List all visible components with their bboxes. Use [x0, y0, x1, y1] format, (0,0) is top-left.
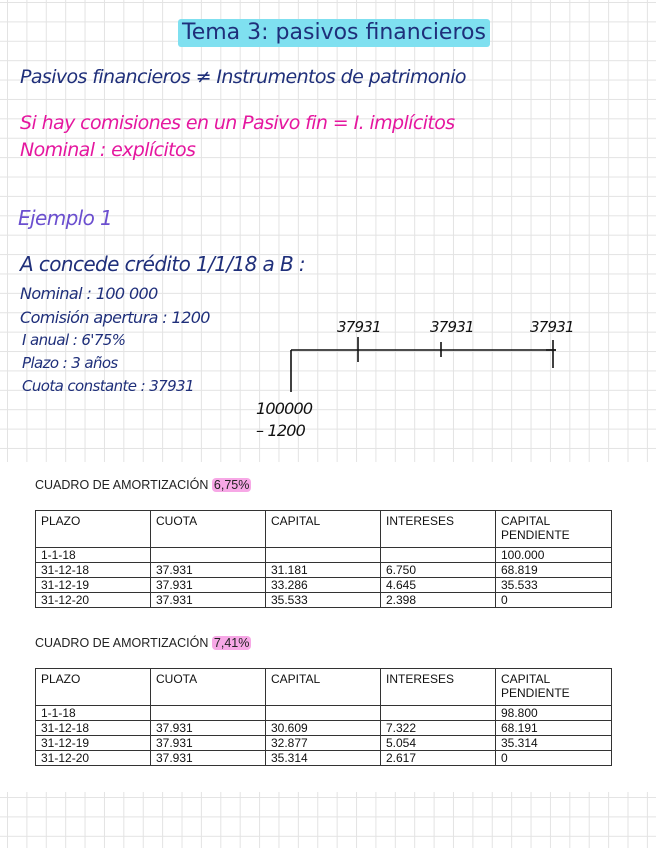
- cell-capital: [266, 706, 381, 721]
- col-header-intereses: INTERESES: [381, 511, 496, 548]
- example-statement: A concede crédito 1/1/18 a B :: [20, 252, 305, 276]
- cell-plazo: 31-12-20: [36, 593, 151, 608]
- cell-cuota: 37.931: [151, 721, 266, 736]
- cell-capital: 32.877: [266, 736, 381, 751]
- timeline-start-amount: 100000: [256, 399, 313, 418]
- timeline-start-commission: – 1200: [256, 421, 306, 440]
- cell-plazo: 31-12-19: [36, 736, 151, 751]
- cell-plazo: 1-1-18: [36, 548, 151, 563]
- timeline-payment-2: 37931: [430, 318, 474, 336]
- cell-capital-pendiente: 0: [496, 751, 612, 766]
- example-comision: Comisión apertura : 1200: [20, 308, 210, 327]
- col-header-cuota: CUOTA: [151, 511, 266, 548]
- col-header-capital-pendiente: CAPITAL PENDIENTE: [496, 511, 612, 548]
- timeline-payment-3: 37931: [530, 318, 574, 336]
- cell-intereses: 4.645: [381, 578, 496, 593]
- cell-cuota: [151, 548, 266, 563]
- cell-capital-pendiente: 35.533: [496, 578, 612, 593]
- cell-capital: [266, 548, 381, 563]
- col-header-capital: CAPITAL: [266, 511, 381, 548]
- note-pasivos-vs-patrimonio: Pasivos financieros ≠ Instrumentos de patrimonio: [20, 66, 466, 88]
- cell-capital-pendiente: 35.314: [496, 736, 612, 751]
- note-comisiones-implicitos: Si hay comisiones en un Pasivo fin = I. implícitos: [20, 112, 455, 134]
- table-row: [36, 751, 612, 766]
- table-row: [36, 721, 612, 736]
- table-row: [36, 578, 612, 593]
- cell-capital: 35.314: [266, 751, 381, 766]
- cell-cuota: 37.931: [151, 563, 266, 578]
- table-row: [36, 548, 612, 563]
- cell-plazo: 1-1-18: [36, 706, 151, 721]
- col-header-cuota: CUOTA: [151, 669, 266, 706]
- cell-intereses: 6.750: [381, 563, 496, 578]
- note-nominal-explicitos: Nominal : explícitos: [20, 139, 196, 161]
- page-title: Tema 3: pasivos financieros: [178, 19, 490, 47]
- amortization-table-2: [35, 668, 612, 766]
- example-heading: Ejemplo 1: [18, 206, 113, 230]
- timeline-payment-1: 37931: [337, 318, 381, 336]
- cell-capital-pendiente: 68.819: [496, 563, 612, 578]
- example-nominal: Nominal : 100 000: [20, 284, 158, 303]
- cell-capital: 33.286: [266, 578, 381, 593]
- example-cuota: Cuota constante : 37931: [22, 377, 194, 395]
- cell-intereses: [381, 548, 496, 563]
- cell-capital: 31.181: [266, 563, 381, 578]
- cell-intereses: [381, 706, 496, 721]
- cell-cuota: 37.931: [151, 593, 266, 608]
- col-header-plazo: PLAZO: [36, 669, 151, 706]
- cell-plazo: 31-12-20: [36, 751, 151, 766]
- cell-intereses: 5.054: [381, 736, 496, 751]
- table-header-row: [36, 511, 612, 548]
- cell-capital-pendiente: 0: [496, 593, 612, 608]
- table2-caption: [35, 636, 251, 650]
- table1-caption: [35, 478, 251, 492]
- col-header-capital: CAPITAL: [266, 669, 381, 706]
- col-header-capital-pendiente: CAPITAL PENDIENTE: [496, 669, 612, 706]
- cell-plazo: 31-12-18: [36, 563, 151, 578]
- cell-cuota: [151, 706, 266, 721]
- table-row: [36, 593, 612, 608]
- cell-plazo: 31-12-19: [36, 578, 151, 593]
- table1-rate: 6,75%: [213, 478, 250, 492]
- cell-capital: 30.609: [266, 721, 381, 736]
- cell-cuota: 37.931: [151, 578, 266, 593]
- cell-capital-pendiente: 100.000: [496, 548, 612, 563]
- amortization-table-1: [35, 510, 612, 608]
- cell-capital-pendiente: 68.191: [496, 721, 612, 736]
- col-header-intereses: INTERESES: [381, 669, 496, 706]
- example-plazo: Plazo : 3 años: [22, 354, 118, 372]
- cell-plazo: 31-12-18: [36, 721, 151, 736]
- example-interes: I anual : 6'75%: [22, 331, 126, 349]
- table2-rate: 7,41%: [213, 636, 250, 650]
- cell-cuota: 37.931: [151, 751, 266, 766]
- cell-intereses: 7.322: [381, 721, 496, 736]
- table-header-row: [36, 669, 612, 706]
- cell-intereses: 2.617: [381, 751, 496, 766]
- table2-caption-text: CUADRO DE AMORTIZACIÓN: [35, 636, 209, 650]
- table-row: [36, 563, 612, 578]
- cell-cuota: 37.931: [151, 736, 266, 751]
- table1-caption-text: CUADRO DE AMORTIZACIÓN: [35, 478, 209, 492]
- cell-capital-pendiente: 98.800: [496, 706, 612, 721]
- table-row: [36, 736, 612, 751]
- cell-capital: 35.533: [266, 593, 381, 608]
- col-header-plazo: PLAZO: [36, 511, 151, 548]
- table-row: [36, 706, 612, 721]
- cell-intereses: 2.398: [381, 593, 496, 608]
